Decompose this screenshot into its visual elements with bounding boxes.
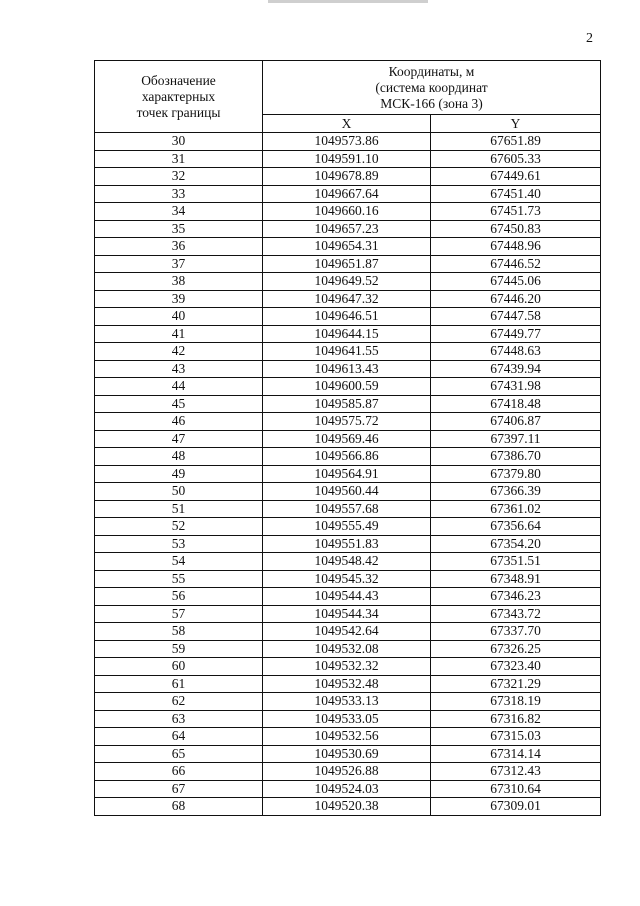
table-row <box>95 378 601 396</box>
x-coordinate-cell: 1049613.43 <box>263 360 431 378</box>
table-row <box>95 658 601 676</box>
table-row <box>95 343 601 361</box>
table-row <box>95 588 601 606</box>
x-coordinate-cell: 1049585.87 <box>263 395 431 413</box>
table-row <box>95 220 601 238</box>
table-row <box>95 413 601 431</box>
y-coordinate-cell: 67448.63 <box>431 343 601 361</box>
point-number-cell: 45 <box>95 395 263 413</box>
point-number-cell: 52 <box>95 518 263 536</box>
point-number-cell: 30 <box>95 133 263 151</box>
table-row <box>95 780 601 798</box>
point-number-cell: 63 <box>95 710 263 728</box>
y-coordinate-cell: 67312.43 <box>431 763 601 781</box>
header-line: МСК-166 (зона 3) <box>380 95 483 111</box>
point-number-cell: 56 <box>95 588 263 606</box>
point-number-cell: 38 <box>95 273 263 291</box>
y-coordinate-cell: 67337.70 <box>431 623 601 641</box>
x-coordinate-cell: 1049657.23 <box>263 220 431 238</box>
table-row <box>95 500 601 518</box>
x-coordinate-cell: 1049660.16 <box>263 203 431 221</box>
table-row <box>95 203 601 221</box>
x-coordinate-cell: 1049532.56 <box>263 728 431 746</box>
table-row <box>95 640 601 658</box>
x-coordinate-cell: 1049530.69 <box>263 745 431 763</box>
point-number-cell: 35 <box>95 220 263 238</box>
y-coordinate-cell: 67356.64 <box>431 518 601 536</box>
coordinates-header <box>263 61 601 115</box>
x-coordinate-cell: 1049560.44 <box>263 483 431 501</box>
y-coordinate-cell: 67446.20 <box>431 290 601 308</box>
y-column-header: Y <box>431 115 601 133</box>
table-row <box>95 150 601 168</box>
table-row <box>95 570 601 588</box>
y-coordinate-cell: 67386.70 <box>431 448 601 466</box>
point-number-cell: 58 <box>95 623 263 641</box>
point-number-cell: 59 <box>95 640 263 658</box>
y-coordinate-cell: 67314.14 <box>431 745 601 763</box>
y-coordinate-cell: 67354.20 <box>431 535 601 553</box>
point-number-cell: 33 <box>95 185 263 203</box>
point-number-cell: 62 <box>95 693 263 711</box>
table-row <box>95 745 601 763</box>
y-coordinate-cell: 67449.61 <box>431 168 601 186</box>
y-coordinate-cell: 67447.58 <box>431 308 601 326</box>
point-number-cell: 65 <box>95 745 263 763</box>
y-coordinate-cell: 67309.01 <box>431 798 601 816</box>
y-coordinate-cell: 67450.83 <box>431 220 601 238</box>
page-number: 2 <box>586 31 593 46</box>
point-designation-header <box>95 61 263 133</box>
x-coordinate-cell: 1049646.51 <box>263 308 431 326</box>
point-number-cell: 44 <box>95 378 263 396</box>
y-coordinate-cell: 67366.39 <box>431 483 601 501</box>
point-number-cell: 66 <box>95 763 263 781</box>
y-coordinate-cell: 67379.80 <box>431 465 601 483</box>
point-number-cell: 68 <box>95 798 263 816</box>
table-row <box>95 273 601 291</box>
coordinates-table <box>94 60 601 816</box>
x-coordinate-cell: 1049566.86 <box>263 448 431 466</box>
scan-edge-mark <box>268 0 428 3</box>
table-row <box>95 465 601 483</box>
y-coordinate-cell: 67418.48 <box>431 395 601 413</box>
y-coordinate-cell: 67451.40 <box>431 185 601 203</box>
y-coordinate-cell: 67348.91 <box>431 570 601 588</box>
x-coordinate-cell: 1049575.72 <box>263 413 431 431</box>
y-coordinate-cell: 67445.06 <box>431 273 601 291</box>
x-coordinate-cell: 1049647.32 <box>263 290 431 308</box>
point-number-cell: 61 <box>95 675 263 693</box>
header-line: (система координат <box>375 79 488 95</box>
point-number-cell: 31 <box>95 150 263 168</box>
point-number-cell: 51 <box>95 500 263 518</box>
y-coordinate-cell: 67446.52 <box>431 255 601 273</box>
y-coordinate-cell: 67323.40 <box>431 658 601 676</box>
x-coordinate-cell: 1049644.15 <box>263 325 431 343</box>
x-coordinate-cell: 1049641.55 <box>263 343 431 361</box>
table-row <box>95 290 601 308</box>
table-row <box>95 763 601 781</box>
x-coordinate-cell: 1049667.64 <box>263 185 431 203</box>
point-number-cell: 57 <box>95 605 263 623</box>
point-number-cell: 46 <box>95 413 263 431</box>
x-coordinate-cell: 1049532.32 <box>263 658 431 676</box>
y-coordinate-cell: 67315.03 <box>431 728 601 746</box>
x-coordinate-cell: 1049520.38 <box>263 798 431 816</box>
point-number-cell: 53 <box>95 535 263 553</box>
table-row <box>95 238 601 256</box>
table-row <box>95 798 601 816</box>
point-number-cell: 36 <box>95 238 263 256</box>
table-body <box>95 133 601 816</box>
point-number-cell: 49 <box>95 465 263 483</box>
x-coordinate-cell: 1049600.59 <box>263 378 431 396</box>
x-coordinate-cell: 1049591.10 <box>263 150 431 168</box>
table-row <box>95 693 601 711</box>
y-coordinate-cell: 67605.33 <box>431 150 601 168</box>
point-number-cell: 37 <box>95 255 263 273</box>
table-row <box>95 605 601 623</box>
point-number-cell: 67 <box>95 780 263 798</box>
y-coordinate-cell: 67326.25 <box>431 640 601 658</box>
table-row <box>95 675 601 693</box>
x-coordinate-cell: 1049678.89 <box>263 168 431 186</box>
y-coordinate-cell: 67449.77 <box>431 325 601 343</box>
y-coordinate-cell: 67406.87 <box>431 413 601 431</box>
table-row <box>95 518 601 536</box>
point-number-cell: 60 <box>95 658 263 676</box>
y-coordinate-cell: 67310.64 <box>431 780 601 798</box>
table-row <box>95 325 601 343</box>
table-row <box>95 185 601 203</box>
point-number-cell: 55 <box>95 570 263 588</box>
table-row <box>95 133 601 151</box>
x-coordinate-cell: 1049542.64 <box>263 623 431 641</box>
x-coordinate-cell: 1049569.46 <box>263 430 431 448</box>
table-row <box>95 623 601 641</box>
x-coordinate-cell: 1049545.32 <box>263 570 431 588</box>
table-row <box>95 168 601 186</box>
x-column-header: X <box>263 115 431 133</box>
table-row <box>95 553 601 571</box>
x-coordinate-cell: 1049524.03 <box>263 780 431 798</box>
x-coordinate-cell: 1049526.88 <box>263 763 431 781</box>
x-coordinate-cell: 1049649.52 <box>263 273 431 291</box>
x-coordinate-cell: 1049555.49 <box>263 518 431 536</box>
table-row <box>95 308 601 326</box>
point-number-cell: 47 <box>95 430 263 448</box>
y-coordinate-cell: 67343.72 <box>431 605 601 623</box>
x-coordinate-cell: 1049551.83 <box>263 535 431 553</box>
point-number-cell: 48 <box>95 448 263 466</box>
x-coordinate-cell: 1049557.68 <box>263 500 431 518</box>
y-coordinate-cell: 67346.23 <box>431 588 601 606</box>
header-line: Координаты, м <box>388 63 475 79</box>
table-row <box>95 395 601 413</box>
table-row <box>95 430 601 448</box>
y-coordinate-cell: 67439.94 <box>431 360 601 378</box>
point-number-cell: 34 <box>95 203 263 221</box>
x-coordinate-cell: 1049532.08 <box>263 640 431 658</box>
x-coordinate-cell: 1049564.91 <box>263 465 431 483</box>
y-coordinate-cell: 67316.82 <box>431 710 601 728</box>
y-coordinate-cell: 67321.29 <box>431 675 601 693</box>
table-row <box>95 448 601 466</box>
x-coordinate-cell: 1049533.05 <box>263 710 431 728</box>
table-row <box>95 255 601 273</box>
point-number-cell: 40 <box>95 308 263 326</box>
x-coordinate-cell: 1049532.48 <box>263 675 431 693</box>
point-number-cell: 64 <box>95 728 263 746</box>
table-row <box>95 360 601 378</box>
point-number-cell: 41 <box>95 325 263 343</box>
x-coordinate-cell: 1049651.87 <box>263 255 431 273</box>
y-coordinate-cell: 67397.11 <box>431 430 601 448</box>
y-coordinate-cell: 67431.98 <box>431 378 601 396</box>
table-row <box>95 728 601 746</box>
point-number-cell: 54 <box>95 553 263 571</box>
y-coordinate-cell: 67651.89 <box>431 133 601 151</box>
table-row <box>95 483 601 501</box>
header-line: точек границы <box>136 104 221 120</box>
x-coordinate-cell: 1049544.43 <box>263 588 431 606</box>
x-coordinate-cell: 1049573.86 <box>263 133 431 151</box>
point-number-cell: 39 <box>95 290 263 308</box>
table-row <box>95 535 601 553</box>
y-coordinate-cell: 67448.96 <box>431 238 601 256</box>
y-coordinate-cell: 67361.02 <box>431 500 601 518</box>
header-line: характерных <box>141 88 216 104</box>
point-number-cell: 50 <box>95 483 263 501</box>
point-number-cell: 43 <box>95 360 263 378</box>
x-coordinate-cell: 1049654.31 <box>263 238 431 256</box>
y-coordinate-cell: 67351.51 <box>431 553 601 571</box>
y-coordinate-cell: 67451.73 <box>431 203 601 221</box>
x-coordinate-cell: 1049544.34 <box>263 605 431 623</box>
x-coordinate-cell: 1049533.13 <box>263 693 431 711</box>
header-line: Обозначение <box>141 72 216 88</box>
y-coordinate-cell: 67318.19 <box>431 693 601 711</box>
point-number-cell: 42 <box>95 343 263 361</box>
point-number-cell: 32 <box>95 168 263 186</box>
table-row <box>95 710 601 728</box>
x-coordinate-cell: 1049548.42 <box>263 553 431 571</box>
